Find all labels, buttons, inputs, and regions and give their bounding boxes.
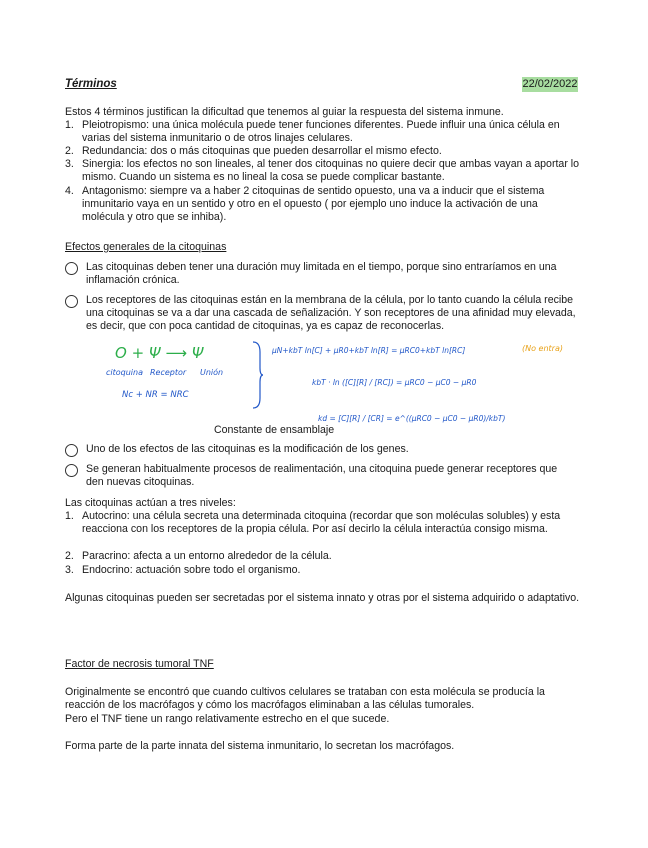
list-number: 1. bbox=[65, 119, 74, 131]
tnf-paragraph-3: Forma parte de la parte innata del sistema inmunitario, lo secretan los macrófagos. bbox=[65, 740, 455, 752]
bullet-text: Se generan habitualmente procesos de realimentación, una citoquina puede generar receptores que den nuevas citoquinas. bbox=[86, 463, 558, 488]
list-number: 2. bbox=[65, 550, 74, 562]
levels-list bbox=[0, 510, 648, 580]
tnf-paragraph-2: Pero el TNF tiene un rango relativamente estrecho en el que sucede. bbox=[65, 713, 390, 725]
bullet-text: Uno de los efectos de las citoquinas es la modificación de los genes. bbox=[86, 443, 409, 455]
hw-label-citoquina: citoquina bbox=[106, 368, 143, 377]
levels-outro: Algunas citoquinas pueden ser secretadas por el sistema innato y otras por el sistema adquirido o adaptativo. bbox=[65, 592, 580, 604]
list-number: 4. bbox=[65, 185, 74, 197]
list-item: Paracrino: afecta a un entorno alrededor de la célula. bbox=[82, 550, 332, 562]
list-number: 3. bbox=[65, 564, 74, 576]
hw-equation-2: kbT · ln ([C][R] / [RC]) = μRC0 − μC0 − μR0 bbox=[312, 378, 477, 387]
list-number: 3. bbox=[65, 158, 74, 170]
terms-list bbox=[0, 119, 648, 229]
list-item: Pleiotropismo: una única molécula puede tener funciones diferentes. Puede influir una única célula en varias del sistema inmunitario o de otros linajes celulares. bbox=[82, 119, 560, 144]
date-badge: 22/02/2022 bbox=[522, 78, 578, 90]
list-number: 1. bbox=[65, 510, 74, 522]
section-heading-tnf: Factor de necrosis tumoral TNF bbox=[65, 658, 214, 670]
bullet-circle-icon bbox=[65, 295, 78, 308]
list-number: 2. bbox=[65, 145, 74, 157]
bullet-circle-icon bbox=[65, 262, 78, 275]
list-item: Redundancia: dos o más citoquinas que pueden desarrollar el mismo efecto. bbox=[82, 145, 442, 157]
handwritten-figure bbox=[60, 338, 580, 442]
hw-equation-3: kd = [C][R] / [CR] = e^((μRC0 − μC0 − μR0)/kbT) bbox=[318, 414, 506, 423]
hw-note: (No entra) bbox=[522, 344, 563, 353]
hw-label-receptor: Receptor bbox=[150, 368, 187, 377]
page-title: Términos bbox=[65, 78, 117, 90]
intro-paragraph: Estos 4 términos justifican la dificultad que tenemos al guiar la respuesta del sistema inmune. bbox=[65, 106, 504, 118]
bullet-circle-icon bbox=[65, 464, 78, 477]
list-item: Endocrino: actuación sobre todo el organismo. bbox=[82, 564, 301, 576]
hw-mu-equation: Nc + NR = NRC bbox=[122, 390, 189, 400]
hw-equation-1: μN+kbT ln[C] + μR0+kbT ln[R] = μRC0+kbT ln[RC] bbox=[272, 346, 466, 355]
section-heading-effects: Efectos generales de la citoquinas bbox=[65, 241, 227, 253]
bullet-text: Las citoquinas deben tener una duración muy limitada en el tiempo, porque sino entraríamos en una inflamación crónica. bbox=[86, 261, 557, 286]
hw-label-union: Unión bbox=[200, 368, 224, 377]
list-item: Autocrino: una célula secreta una determinada citoquina (recordar que son moléculas solubles) y esta reacciona con los receptores de la propia célula. Por así decirlo la célula interactúa consigo misma. bbox=[82, 510, 561, 535]
bullet-text: Los receptores de las citoquinas están en la membrana de la célula, por lo tanto cuando la célula recibe una citoquinas se va a dar una cascada de señalización. Y son receptores de una afinidad muy elevada, es decir, que con poca cantidad de citoquinas, ya es capaz de reconocerlas. bbox=[86, 294, 576, 332]
tnf-paragraph-1: Originalmente se encontró que cuando cultivos celulares se trataban con esta molécula se producía la reacción de los macrófagos y cómo los macrófagos eliminaban a las células tumorales. bbox=[65, 686, 545, 711]
bullet-circle-icon bbox=[65, 444, 78, 457]
list-item: Antagonismo: siempre va a haber 2 citoquinas de sentido opuesto, una va a inducir que el sistema inmunitario vaya en un sentido y otro en el opuesto ( por ejemplo uno induce la activación de una molécula y otro que se inhiba). bbox=[82, 185, 545, 223]
levels-intro: Las citoquinas actúan a tres niveles: bbox=[65, 497, 236, 509]
figure-caption: Constante de ensamblaje bbox=[214, 424, 335, 436]
brace-icon bbox=[250, 340, 264, 410]
list-item: Sinergia: los efectos no son lineales, al tener dos citoquinas no quiere decir que ambas vayan a aportar lo mismo. Cuando un sistema es no lineal la cosa se puede complicar bastante. bbox=[82, 158, 580, 183]
hw-reaction: O + Ψ ⟶ Ψ bbox=[115, 344, 204, 362]
